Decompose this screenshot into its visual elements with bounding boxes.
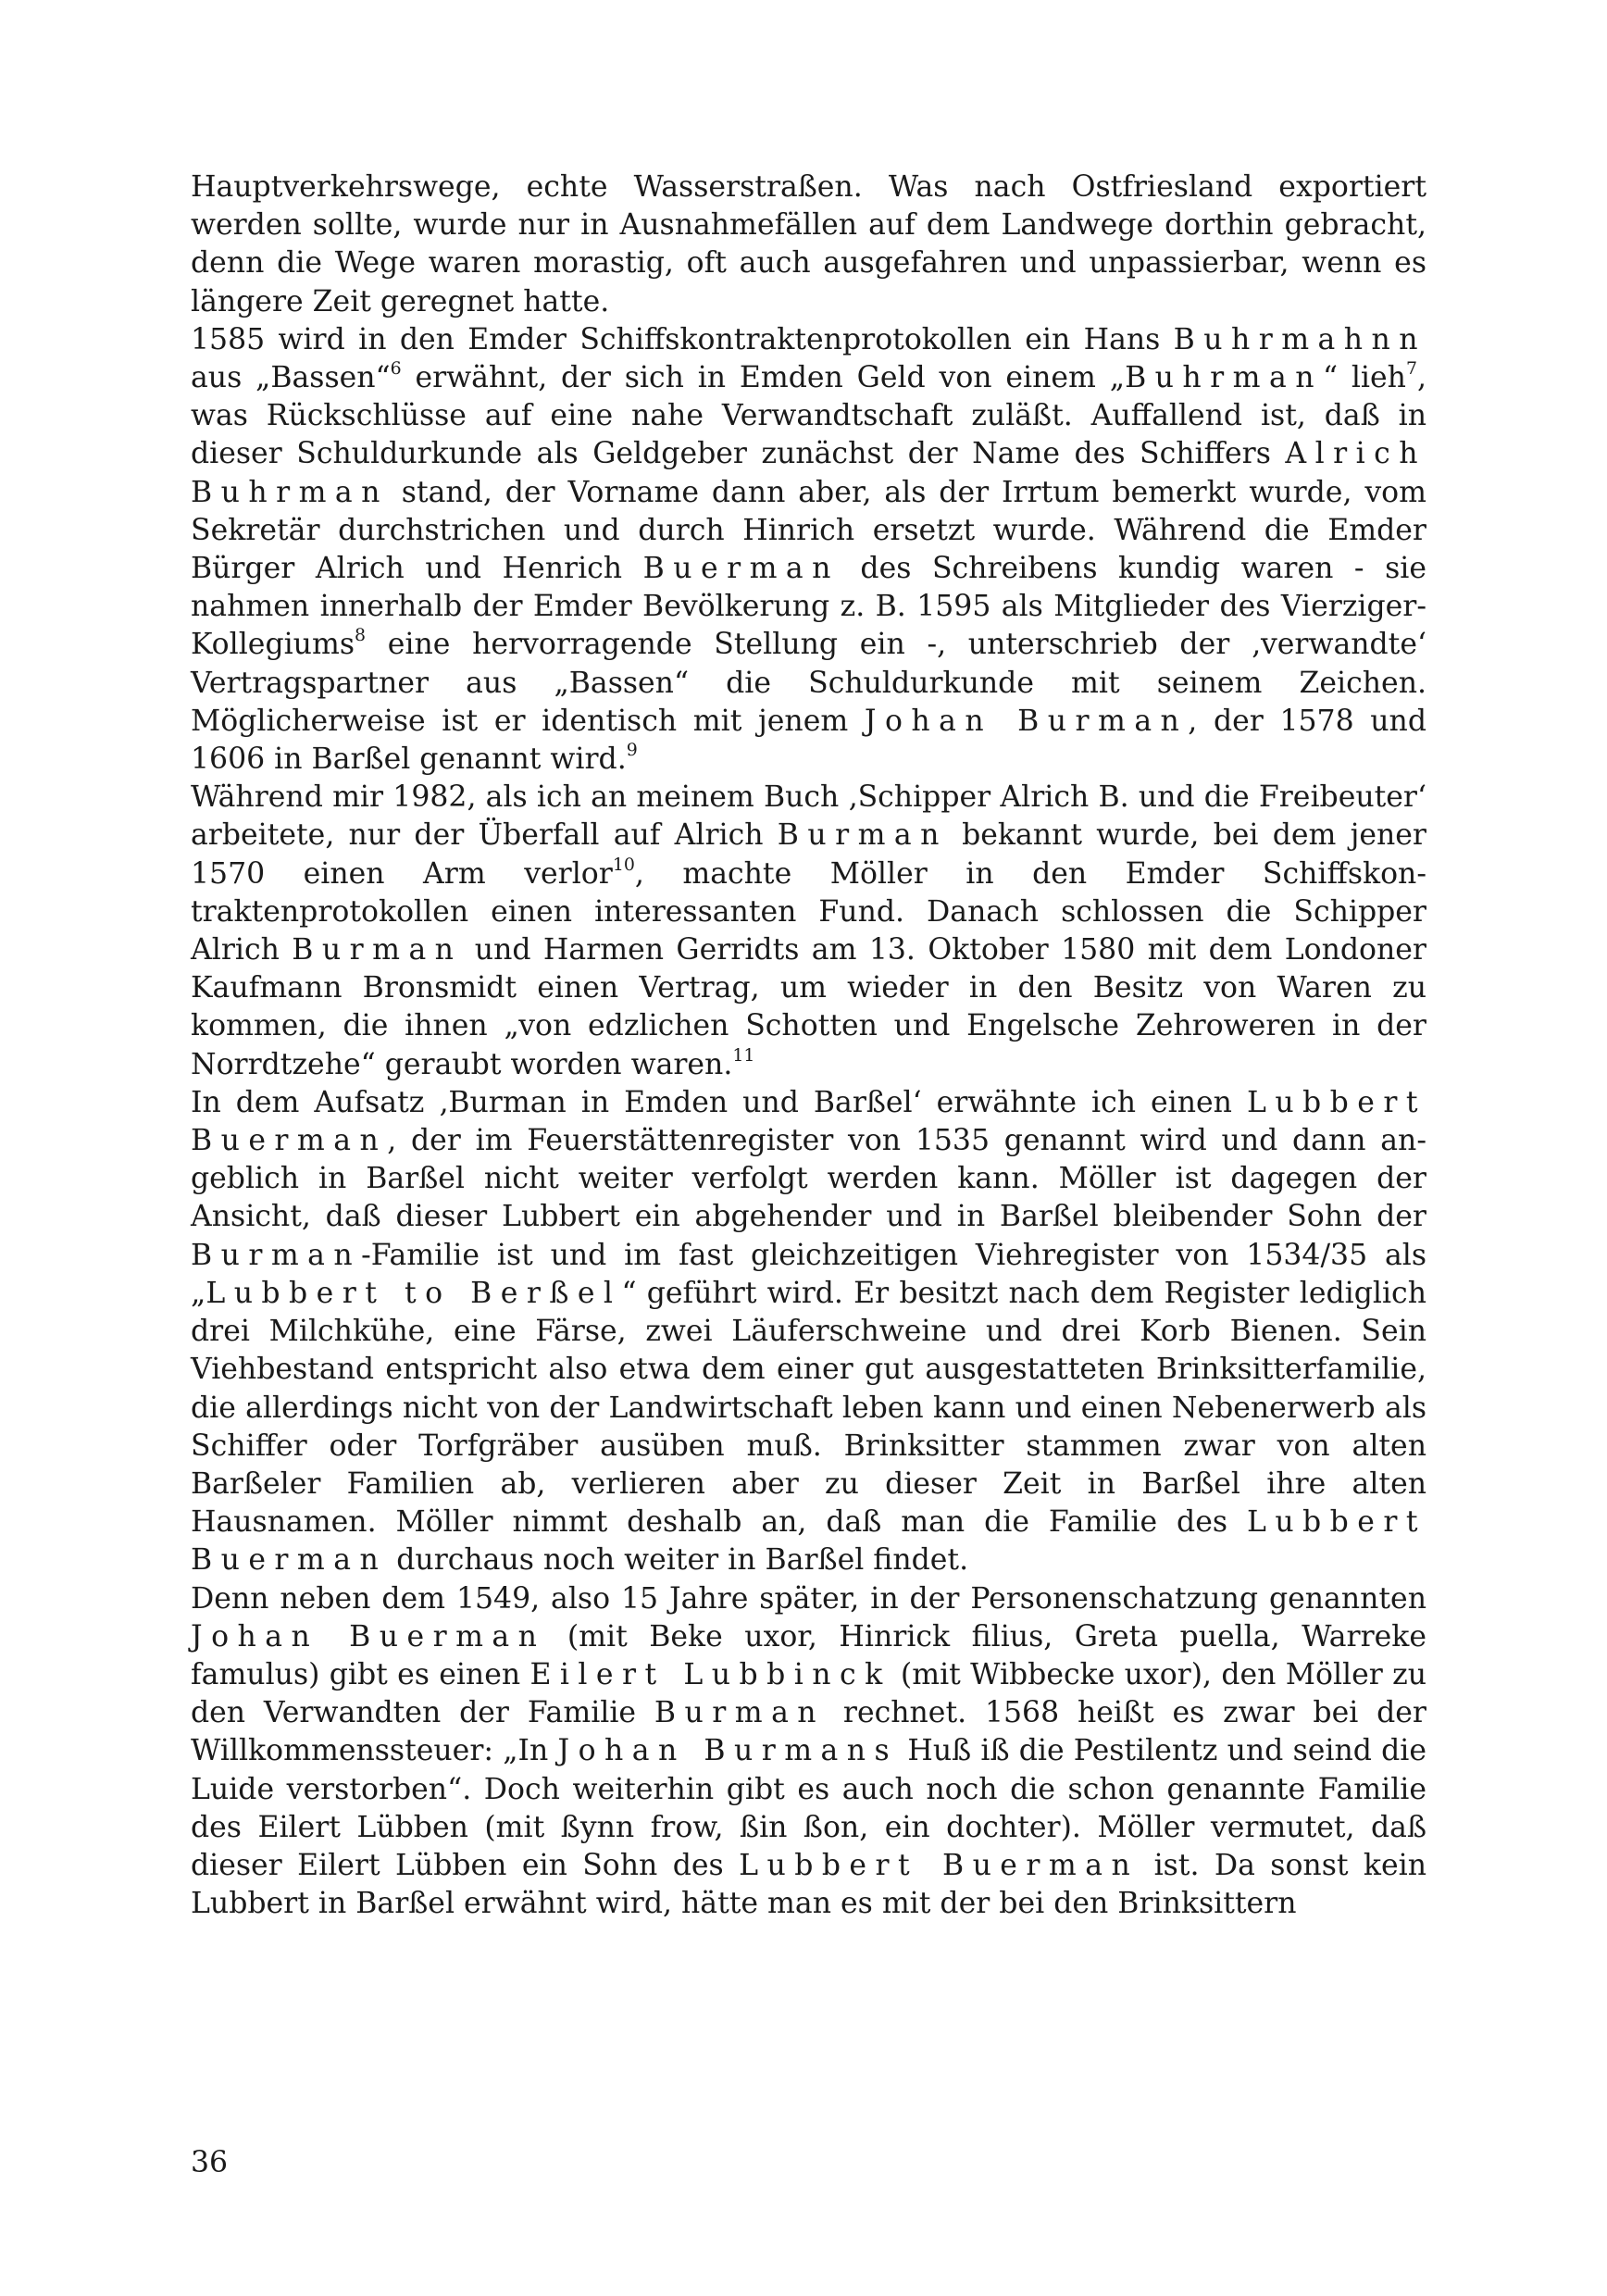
page-body-text [191,168,1426,1923]
text-run: eine hervorragende Stellung ein -, unterschrieb der ‚verwandte‘ Vertragspartner aus „Bassen“ die Schuldurkunde mit seinem Zeichen. Möglicherweise ist er identisch mit jenem [191,628,1426,738]
text-run: bekannt wurde, bei dem jener 1570 einen Arm verlor [191,818,1426,891]
footnote-marker: 11 [732,1044,755,1066]
footnote-marker: 8 [355,625,367,646]
text-run: Denn neben dem 1549, also 15 Jahre später, in der Personenschatzung genannten [191,1581,1426,1616]
paragraph [191,321,1426,779]
footnote-marker: 7 [1405,357,1417,379]
footnote-marker: 6 [390,357,402,379]
text-run: rechnet. 1568 heißt es zwar bei der Willkommenssteuer: „In [191,1696,1426,1768]
spaced-name: Alrich Buhrman [191,437,1426,509]
text-run: , der im Feuerstättenregister von 1535 genannt wird und dann angeblich in Barßel nicht weiter verfolgt werden kann. Möller ist dagegen der Ansicht, daß dieser Lubbert ein abgehender und in Barßel bleibender Sohn der [191,1124,1426,1234]
spaced-name: Burman [191,1238,362,1272]
text-run: erwähnt, der sich in Emden Geld von einem „ [401,361,1126,395]
spaced-name: Lubbert Buerman [191,1085,1426,1158]
page-number: 36 [191,2146,229,2179]
spaced-name: Buerman [642,552,840,586]
paragraph [191,1084,1426,1580]
text-run: In dem Aufsatz ‚Burman in Emden und Barßel‘ erwähnte ich einen [191,1085,1247,1119]
text-run: Während mir 1982, als ich an meinem Buch ‚Schipper Alrich B. und die Freibeuter‘ arbeitete, nur der Überfall auf Alrich [191,780,1426,853]
text-run: und Harmen Gerridts am 13. Oktober 1580 mit dem Londoner Kaufmann Bronsmidt einen Vertrag, um wieder in den Besitz von Waren zu kommen, die ihnen „von edzlichen Schotten und Engelsche Zehroweren in der Norrdtzehe“ geraubt worden waren. [191,933,1426,1081]
spaced-name: Burman [292,933,463,967]
spaced-name: Lubbert to Berßel [206,1276,622,1310]
text-run: (mit Beke uxor, Hinrick filius, Greta puella, Warreke famulus) gibt es einen [191,1619,1426,1691]
text-run: stand, der Vorname dann aber, als der Irrtum bemerkt wurde, vom Sekretär durchstrichen und durch Hinrich ersetzt wurde. Während die Emder Bürger Alrich und Henrich [191,475,1426,586]
spaced-name: Johan Burman [864,704,1189,738]
text-run: Huß iß die Pestilentz und seind die Luide verstorben“. Doch weiterhin gibt es auch noch die schon genannte Familie des Eilert Lübben (mit ßynn frow, ßin ßon, ein dochter). Möller vermutet, daß dieser Eilert Lübben ein Sohn des [191,1734,1427,1882]
text-run: , was Rückschlüsse auf eine nahe Verwandtschaft zuläßt. Auffallend ist, daß in dieser Schuldurkunde als Geldgeber zunächst der Name des Schiffers [191,361,1426,471]
spaced-name: Burman [777,818,948,853]
spaced-name: Burman [654,1696,826,1730]
footnote-marker: 9 [626,739,638,760]
spaced-name: Johan Burmans [557,1734,899,1768]
paragraph [191,168,1426,321]
text-run: ist. Da sonst kein Lubbert in Barßel erwähnt wird, hätte man es mit der bei den Brinksittern [191,1848,1426,1921]
text-run: “ lieh [1322,361,1406,395]
text-run: , der 1578 und 1606 in Barßel genannt wird. [191,704,1426,777]
text-run: 1585 wird in den Emder Schiffskontraktenprotokollen ein Hans [191,322,1174,356]
spaced-name: Buhrmahnn [1173,322,1426,356]
spaced-name: Lubbert Buerman [739,1848,1140,1882]
spaced-name: Lubbert Buerman [191,1505,1426,1578]
text-run: des Schreibens kundig waren - sie nahmen innerhalb der Emder Bevölkerung z. B. 1595 als Mitglieder des Vierziger-Kollegiums [191,552,1426,662]
spaced-name: Eilert Lubbinck [529,1657,891,1691]
paragraph [191,1580,1426,1924]
spaced-name: Johan Buerman [191,1619,546,1653]
spaced-name: Buhrman [1125,361,1323,395]
text-run: (mit Wibbecke uxor), den Möller zu den Verwandten der Familie [191,1657,1427,1730]
text-run: Hauptverkehrswege, echte Wasserstraßen. Was nach Ostfriesland exportiert werden sollte, wurde nur in Ausnahmefällen auf dem Landwege dorthin gebracht, denn die Wege waren morastig, oft auch ausgefahren und unpassierbar, wenn es längere Zeit geregnet hatte. [191,170,1426,318]
text-run: -Familie ist und im fast gleichzeitigen Viehregister von 1534/35 als „ [191,1238,1426,1310]
footnote-marker: 10 [612,854,635,875]
text-run: “ geführt wird. Er besitzt nach dem Register lediglich drei Milchkühe, eine Färse, zwei Läuferschweine und drei Korb Bienen. Sein Viehbestand entspricht also etwa dem einer gut ausgestatteten Brinksitterfamilie, die allerdings nicht von der Landwirtschaft leben kann und einen Nebenerwerb als Schiffer oder Torfgräber ausüben muß. Brinksitter stammen zwar von alten Barßeler Familien ab, verlieren aber zu dieser Zeit in Barßel ihre alten Hausnamen. Möller nimmt deshalb an, daß man die Familie des [191,1276,1426,1540]
text-run: , machte Möller in den Emder Schiffskontraktenprotokollen einen interessanten Fund. Danach schlossen die Schipper Alrich [191,856,1427,967]
text-run: aus „Bassen“ [191,361,391,395]
text-run: durchaus noch weiter in Barßel findet. [387,1543,969,1578]
paragraph [191,779,1426,1084]
